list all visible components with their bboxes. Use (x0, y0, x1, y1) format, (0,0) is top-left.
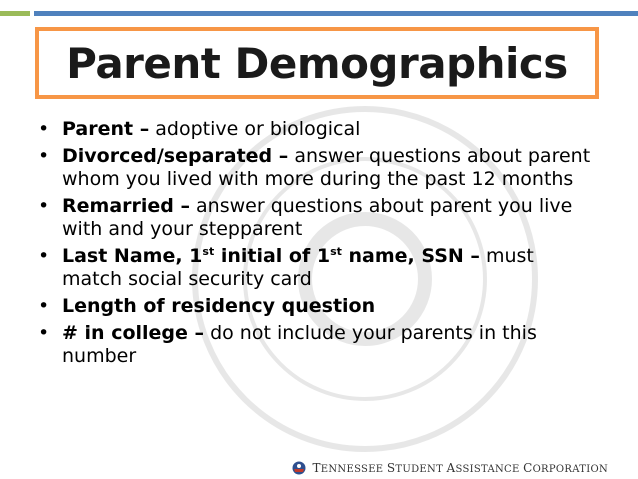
bullet-heading: Parent – (62, 118, 150, 140)
ordinal-suffix: st (202, 245, 215, 258)
tsac-logo-icon (292, 461, 306, 475)
heading-part: name, SSN – (341, 245, 480, 267)
footer-text: TENNESSEE STUDENT ASSISTANCE CORPORATION (312, 461, 608, 475)
accent-bar-blue (34, 11, 638, 16)
footer-branding (292, 461, 608, 475)
bullet-text: must match social security card (62, 245, 534, 290)
bullet-heading (62, 245, 480, 267)
bullet-marker: • (38, 322, 50, 344)
bullet-heading: Divorced/separated – (62, 145, 289, 167)
bullet-item (38, 118, 598, 141)
bullet-item (38, 295, 598, 318)
bullet-marker: • (38, 118, 50, 140)
bullet-item (38, 195, 598, 241)
heading-part: initial of 1 (214, 245, 331, 267)
title-box (35, 27, 599, 99)
bullet-item (38, 245, 598, 291)
bullet-heading: Remarried – (62, 195, 190, 217)
bullet-text: do not include your parents in this number (62, 322, 537, 367)
bullet-heading: Length of residency question (62, 295, 376, 317)
accent-bar-green (0, 11, 30, 16)
bullet-marker: • (38, 245, 50, 267)
bullet-marker: • (38, 295, 50, 317)
bullet-text: answer questions about parent whom you lived with more during the past 12 months (62, 145, 591, 190)
heading-part: Last Name, 1 (62, 245, 203, 267)
bullet-marker: • (38, 145, 50, 167)
ordinal-suffix: st (330, 245, 342, 258)
bullet-marker: • (38, 195, 50, 217)
bullet-list (38, 118, 598, 372)
bullet-heading: # in college – (62, 322, 205, 344)
bullet-text: answer questions about parent you live with and your stepparent (62, 195, 573, 240)
slide-title: Parent Demographics (66, 38, 568, 88)
bullet-text: adoptive or biological (149, 118, 361, 140)
bullet-item (38, 322, 598, 368)
bullet-item (38, 145, 598, 191)
